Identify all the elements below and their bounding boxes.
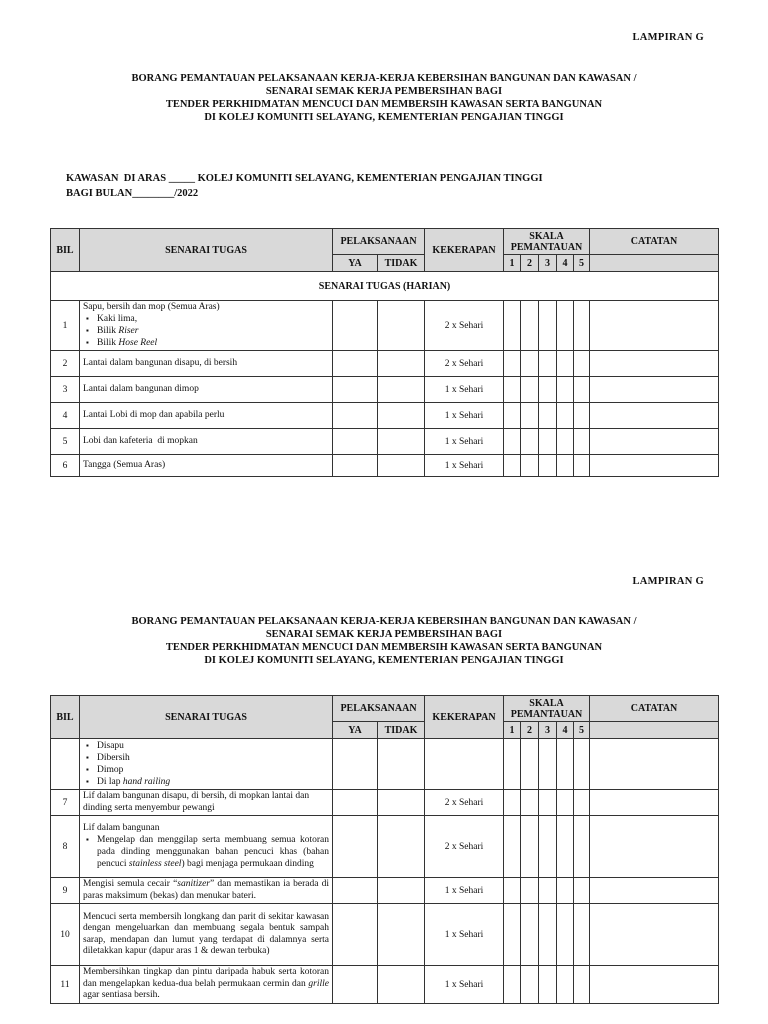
row-kekerapan: 1 x Sehari xyxy=(425,403,504,429)
row-task: Tangga (Semua Aras) xyxy=(80,455,333,477)
kawasan-line: KAWASAN DI ARAS _____ KOLEJ KOMUNITI SELAYANG, KEMENTERIAN PENGAJIAN TINGGI xyxy=(66,173,543,184)
task-bullets xyxy=(83,740,329,788)
row-task: Lantai dalam bangunan dimop xyxy=(80,377,333,403)
bullet-text: Bilik xyxy=(97,338,119,349)
catatan-cell[interactable] xyxy=(590,455,719,477)
table-row xyxy=(51,966,719,1004)
bullet-text: Dimop xyxy=(97,765,124,775)
row-kekerapan: 1 x Sehari xyxy=(425,878,504,904)
task-text: Membersihkan tingkap dan pintu daripada habuk serta kotoran dan mengelapkan kedua-dua belah permukaan cermin dan xyxy=(83,967,329,989)
scale-cell[interactable] xyxy=(557,403,574,429)
title-line: BORANG PEMANTAUAN PELAKSANAAN KERJA-KERJA KEBERSIHAN BANGUNAN DAN KAWASAN / xyxy=(131,73,637,84)
scale-cell[interactable] xyxy=(557,904,574,966)
row-task xyxy=(80,816,333,878)
scale-cell[interactable] xyxy=(521,351,539,377)
header-senarai-tugas: SENARAI TUGAS xyxy=(80,696,333,739)
header-scale-3: 3 xyxy=(539,722,557,739)
row-bil: 3 xyxy=(51,377,80,403)
scale-cell[interactable] xyxy=(521,816,539,878)
lampiran-label: LAMPIRAN G xyxy=(632,576,704,587)
catatan-cell[interactable] xyxy=(590,351,719,377)
scale-cell[interactable] xyxy=(521,904,539,966)
ya-cell[interactable] xyxy=(333,301,378,351)
row-task: Lobi dan kafeteria di mopkan xyxy=(80,429,333,455)
scale-cell[interactable] xyxy=(504,790,521,816)
row-kekerapan: 1 x Sehari xyxy=(425,429,504,455)
row-task xyxy=(80,739,333,790)
form-meta xyxy=(66,171,543,201)
row-kekerapan: 2 x Sehari xyxy=(425,301,504,351)
table-row xyxy=(51,351,719,377)
title-line: TENDER PERKHIDMATAN MENCUCI DAN MEMBERSIH KAWASAN SERTA BANGUNAN xyxy=(165,642,603,653)
scale-cell[interactable] xyxy=(574,816,590,878)
row-bil: 4 xyxy=(51,403,80,429)
scale-cell[interactable] xyxy=(574,878,590,904)
header-scale-4: 4 xyxy=(557,722,574,739)
table-row xyxy=(51,455,719,477)
scale-cell[interactable] xyxy=(504,739,521,790)
tidak-cell[interactable] xyxy=(378,351,425,377)
row-task: Lantai dalam bangunan disapu, di bersih xyxy=(80,351,333,377)
scale-cell[interactable] xyxy=(521,377,539,403)
table-row xyxy=(51,878,719,904)
header-scale-5: 5 xyxy=(574,255,590,272)
bullet-text: Disapu xyxy=(97,741,124,751)
bullet-item xyxy=(97,325,329,337)
checklist-table-2 xyxy=(50,695,719,1004)
scale-cell[interactable] xyxy=(521,455,539,477)
title-line: BORANG PEMANTAUAN PELAKSANAAN KERJA-KERJA KEBERSIHAN BANGUNAN DAN KAWASAN / xyxy=(131,616,637,627)
row-bil: 5 xyxy=(51,429,80,455)
bullet-item xyxy=(97,776,329,788)
catatan-cell[interactable] xyxy=(590,301,719,351)
scale-cell[interactable] xyxy=(504,878,521,904)
row-kekerapan: 1 x Sehari xyxy=(425,904,504,966)
scale-cell[interactable] xyxy=(574,351,590,377)
tidak-cell[interactable] xyxy=(378,816,425,878)
task-text: ” dan memastikan ia berada di paras maksimum (bekas) dan menukar bateri. xyxy=(83,879,329,901)
tidak-cell[interactable] xyxy=(378,429,425,455)
bulan-line: BAGI BULAN________/2022 xyxy=(66,188,199,199)
row-bil: 2 xyxy=(51,351,80,377)
scale-cell[interactable] xyxy=(574,377,590,403)
table-row xyxy=(51,377,719,403)
table-row xyxy=(51,301,719,351)
scale-cell[interactable] xyxy=(557,377,574,403)
bullet-item xyxy=(97,740,329,752)
header-skala: SKALA PEMANTAUAN xyxy=(504,229,590,255)
tidak-cell[interactable] xyxy=(378,790,425,816)
scale-cell[interactable] xyxy=(521,878,539,904)
bullet-text: ) bagi menjaga permukaan dinding xyxy=(181,859,314,870)
ya-cell[interactable] xyxy=(333,455,378,477)
header-scale-1: 1 xyxy=(504,722,521,739)
bullet-item xyxy=(97,764,329,776)
scale-cell[interactable] xyxy=(504,904,521,966)
task-italic: sanitizer xyxy=(177,879,211,889)
table-row xyxy=(51,739,719,790)
scale-cell[interactable] xyxy=(557,878,574,904)
row-kekerapan: 1 x Sehari xyxy=(425,377,504,403)
bullet-text: Bilik xyxy=(97,326,119,337)
scale-cell[interactable] xyxy=(539,403,557,429)
scale-cell[interactable] xyxy=(521,739,539,790)
bullet-text: Kaki lima, xyxy=(97,314,138,325)
scale-cell[interactable] xyxy=(539,904,557,966)
scale-cell[interactable] xyxy=(557,966,574,1004)
title-line: DI KOLEJ KOMUNITI SELAYANG, KEMENTERIAN PENGAJIAN TINGGI xyxy=(204,112,564,123)
catatan-cell[interactable] xyxy=(590,377,719,403)
row-task: Lif dalam bangunan disapu, di bersih, di mopkan lantai dan dinding serta menyembur pewangi xyxy=(80,790,333,816)
row-bil: 11 xyxy=(51,966,80,1004)
catatan-cell[interactable] xyxy=(590,904,719,966)
task-text: Mengisi semula cecair “ xyxy=(83,879,178,889)
ya-cell[interactable] xyxy=(333,403,378,429)
scale-cell[interactable] xyxy=(557,739,574,790)
title-line: TENDER PERKHIDMATAN MENCUCI DAN MEMBERSIH KAWASAN SERTA BANGUNAN xyxy=(165,99,603,110)
scale-cell[interactable] xyxy=(539,966,557,1004)
bullet-text: Di lap xyxy=(97,777,123,787)
scale-cell[interactable] xyxy=(539,739,557,790)
ya-cell[interactable] xyxy=(333,377,378,403)
header-ya: YA xyxy=(333,722,378,739)
table-row xyxy=(51,816,719,878)
bullet-italic: Riser xyxy=(118,326,139,337)
header-scale-2: 2 xyxy=(521,722,539,739)
scale-cell[interactable] xyxy=(521,403,539,429)
tidak-cell[interactable] xyxy=(378,878,425,904)
row-kekerapan xyxy=(425,739,504,790)
row-task: Lantai Lobi di mop dan apabila perlu xyxy=(80,403,333,429)
ya-cell[interactable] xyxy=(333,878,378,904)
header-catatan-blank xyxy=(590,255,719,272)
scale-cell[interactable] xyxy=(504,377,521,403)
header-kekerapan: KEKERAPAN xyxy=(425,229,504,272)
scale-cell[interactable] xyxy=(539,816,557,878)
scale-cell[interactable] xyxy=(557,351,574,377)
row-bil: 9 xyxy=(51,878,80,904)
tidak-cell[interactable] xyxy=(378,403,425,429)
ya-cell[interactable] xyxy=(333,904,378,966)
catatan-cell[interactable] xyxy=(590,739,719,790)
ya-cell[interactable] xyxy=(333,429,378,455)
row-bil xyxy=(51,739,80,790)
row-task: Mencuci serta membersih longkang dan parit di sekitar kawasan dengan mengeluarkan dan membuang segala bentuk sampah sarap, mendapan dan lumut yang terdapat di dalamnya serta diletakkan kapur (dapur aras 1 & dewan terbuka) xyxy=(80,904,333,966)
scale-cell[interactable] xyxy=(521,966,539,1004)
header-scale-3: 3 xyxy=(539,255,557,272)
form-title xyxy=(0,72,768,124)
title-line: SENARAI SEMAK KERJA PEMBERSIHAN BAGI xyxy=(265,86,503,97)
scale-cell[interactable] xyxy=(539,790,557,816)
table-row xyxy=(51,429,719,455)
header-pelaksanaan: PELAKSANAAN xyxy=(333,229,425,255)
row-kekerapan: 2 x Sehari xyxy=(425,816,504,878)
title-line: DI KOLEJ KOMUNITI SELAYANG, KEMENTERIAN PENGAJIAN TINGGI xyxy=(204,655,564,666)
bullet-item xyxy=(97,313,329,325)
row-bil: 6 xyxy=(51,455,80,477)
catatan-cell[interactable] xyxy=(590,790,719,816)
table-row xyxy=(51,904,719,966)
scale-cell[interactable] xyxy=(539,429,557,455)
tidak-cell[interactable] xyxy=(378,301,425,351)
checklist-table-1 xyxy=(50,228,719,477)
ya-cell[interactable] xyxy=(333,790,378,816)
table-row xyxy=(51,403,719,429)
tidak-cell[interactable] xyxy=(378,904,425,966)
bullet-item xyxy=(97,752,329,764)
table-row xyxy=(51,790,719,816)
scale-cell[interactable] xyxy=(504,455,521,477)
catatan-cell[interactable] xyxy=(590,429,719,455)
catatan-cell[interactable] xyxy=(590,816,719,878)
row-bil: 7 xyxy=(51,790,80,816)
scale-cell[interactable] xyxy=(539,878,557,904)
bullet-italic: Hose Reel xyxy=(118,338,158,349)
header-scale-4: 4 xyxy=(557,255,574,272)
row-kekerapan: 1 x Sehari xyxy=(425,455,504,477)
scale-cell[interactable] xyxy=(504,966,521,1004)
bullet-italic: stainless steel xyxy=(128,859,182,870)
row-kekerapan: 1 x Sehari xyxy=(425,966,504,1004)
header-pelaksanaan: PELAKSANAAN xyxy=(333,696,425,722)
task-text: Lif dalam bangunan xyxy=(83,822,160,833)
header-catatan: CATATAN xyxy=(590,229,719,255)
task-text: agar sentiasa bersih. xyxy=(83,990,160,1001)
ya-cell[interactable] xyxy=(333,816,378,878)
scale-cell[interactable] xyxy=(504,429,521,455)
scale-cell[interactable] xyxy=(574,904,590,966)
ya-cell[interactable] xyxy=(333,351,378,377)
header-catatan: CATATAN xyxy=(590,696,719,722)
scale-cell[interactable] xyxy=(539,377,557,403)
scale-cell[interactable] xyxy=(521,429,539,455)
task-italic: grille xyxy=(308,978,329,989)
task-bullets xyxy=(83,834,329,870)
header-senarai-tugas: SENARAI TUGAS xyxy=(80,229,333,272)
scale-cell[interactable] xyxy=(557,816,574,878)
header-scale-5: 5 xyxy=(574,722,590,739)
scale-cell[interactable] xyxy=(557,790,574,816)
scale-cell[interactable] xyxy=(574,429,590,455)
header-catatan-blank xyxy=(590,722,719,739)
tidak-cell[interactable] xyxy=(378,455,425,477)
header-ya: YA xyxy=(333,255,378,272)
row-kekerapan: 2 x Sehari xyxy=(425,790,504,816)
task-text: Sapu, bersih dan mop (Semua Aras) xyxy=(83,301,220,312)
tidak-cell[interactable] xyxy=(378,377,425,403)
row-bil: 8 xyxy=(51,816,80,878)
bullet-italic: hand railing xyxy=(122,777,171,787)
header-scale-2: 2 xyxy=(521,255,539,272)
tidak-cell[interactable] xyxy=(378,739,425,790)
scale-cell[interactable] xyxy=(574,966,590,1004)
scale-cell[interactable] xyxy=(539,455,557,477)
scale-cell[interactable] xyxy=(557,455,574,477)
header-bil: BIL xyxy=(51,229,80,272)
header-tidak: TIDAK xyxy=(378,722,425,739)
scale-cell[interactable] xyxy=(574,403,590,429)
form-title xyxy=(0,615,768,667)
ya-cell[interactable] xyxy=(333,739,378,790)
header-tidak: TIDAK xyxy=(378,255,425,272)
bullet-item xyxy=(97,337,329,349)
scale-cell[interactable] xyxy=(557,301,574,351)
bullet-item xyxy=(97,834,329,870)
scale-cell[interactable] xyxy=(574,790,590,816)
ya-cell[interactable] xyxy=(333,966,378,1004)
row-task xyxy=(80,301,333,351)
scale-cell[interactable] xyxy=(574,301,590,351)
row-kekerapan: 2 x Sehari xyxy=(425,351,504,377)
scale-cell[interactable] xyxy=(521,301,539,351)
header-kekerapan: KEKERAPAN xyxy=(425,696,504,739)
catatan-cell[interactable] xyxy=(590,403,719,429)
scale-cell[interactable] xyxy=(504,301,521,351)
scale-cell[interactable] xyxy=(539,351,557,377)
scale-cell[interactable] xyxy=(504,403,521,429)
catatan-cell[interactable] xyxy=(590,966,719,1004)
header-bil: BIL xyxy=(51,696,80,739)
scale-cell[interactable] xyxy=(504,816,521,878)
scale-cell[interactable] xyxy=(521,790,539,816)
bullet-text: Dibersih xyxy=(97,753,130,763)
section-label: SENARAI TUGAS (HARIAN) xyxy=(51,272,719,301)
task-bullets xyxy=(83,313,329,349)
header-skala: SKALA PEMANTAUAN xyxy=(504,696,590,722)
title-line: SENARAI SEMAK KERJA PEMBERSIHAN BAGI xyxy=(265,629,503,640)
scale-cell[interactable] xyxy=(574,739,590,790)
row-task xyxy=(80,966,333,1004)
scale-cell[interactable] xyxy=(557,429,574,455)
bullet-text: Mengelap dan menggilap serta membuang semua kotoran pada dinding menggunakan bahan pencuci khas (bahan pencuci xyxy=(97,835,329,870)
lampiran-label: LAMPIRAN G xyxy=(632,32,704,43)
row-task xyxy=(80,878,333,904)
row-bil: 1 xyxy=(51,301,80,351)
tidak-cell[interactable] xyxy=(378,966,425,1004)
row-bil: 10 xyxy=(51,904,80,966)
catatan-cell[interactable] xyxy=(590,878,719,904)
scale-cell[interactable] xyxy=(574,455,590,477)
header-scale-1: 1 xyxy=(504,255,521,272)
section-row xyxy=(51,272,719,301)
scale-cell[interactable] xyxy=(539,301,557,351)
scale-cell[interactable] xyxy=(504,351,521,377)
